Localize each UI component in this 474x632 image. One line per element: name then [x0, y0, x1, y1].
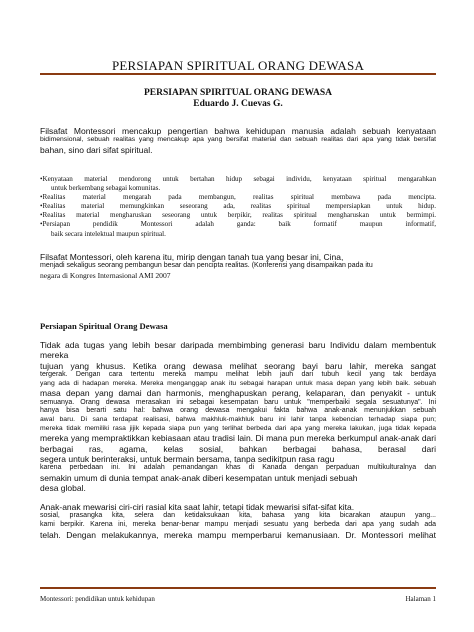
document-author: Eduardo J. Cuevas G. — [193, 99, 283, 109]
list-item — [40, 220, 436, 238]
body-line: sosial, prasangka kita, selera dan ketidaksukaan kita, bahasa yang kita bicarakan ataupun yang... — [40, 512, 436, 520]
body-line: mereka yang mempraktikkan kebiasaan atau tradisi lain. Di mana pun mereka berkumpul anak-anak dari — [40, 433, 436, 444]
body-line: tujuan yang khusus. Ketika orang dewasa melihat seorang bayi baru lahir, mereka sangat — [40, 360, 436, 371]
list-item-continuation: baik secara intelektual maupun spiritual. — [51, 229, 166, 238]
list-item-text: •Kenyataan material mendorong untuk bertahan hidup sebagai individu, kenyataan spiritual mengarahkan — [40, 175, 436, 183]
body-line: awal baru. Di sana terdapat realisasi, bahwa makhluk-makhluk baru ini lahir tanpa kebencian terhadap siapa pun; — [40, 416, 436, 423]
intro-line: bidimensional, sebuah realitas yang mencakup apa yang bersifat material dan sebuah realitas dari apa yang tidak bersifat — [40, 136, 436, 144]
para-line: Filsafat Montessori, oleh karena itu, mirip dengan tanah tua yang besar ini, Cina, — [40, 252, 344, 262]
intro-line: bahan, sino dari sifat spiritual. — [40, 145, 153, 155]
footer-rule — [40, 587, 436, 589]
para-line: negara di Kongres Internasional AMI 2007 — [40, 271, 171, 280]
body-line: telah. Dengan melakukannya, mereka mampu memperbarui kemanusiaan. Dr. Montessori melihat — [40, 529, 436, 540]
list-item — [40, 193, 436, 202]
footer-title: Montessori: pendidikan untuk kehidupan — [40, 595, 155, 603]
body-line: mereka tidak memiliki rasa jijik kepada siapa pun yang terlihat berbeda dari apa yang mereka lakukan, juga tidak kepada — [40, 424, 436, 432]
section-heading: Persiapan Spiritual Orang Dewasa — [40, 321, 168, 331]
list-item-continuation: untuk berkembang sebagai komunitas. — [51, 184, 161, 193]
body-line: karena perbedaan ini. Ini adalah pemandangan khas di Kanada dengan perpaduan multikulturalnya dan — [40, 464, 436, 472]
points-list — [40, 175, 436, 239]
intro-line: Filsafat Montessori mencakup pengertian bahwa kehidupan manusia adalah sebuah kenyataan — [40, 126, 436, 136]
body-line: Tidak ada tugas yang lebih besar daripada membimbing generasi baru Individu dalam membentuk mereka — [40, 340, 436, 361]
body-line: desa global. — [40, 483, 86, 494]
body-line: semuanya. Orang dewasa merasakan ini sebagai kesempatan baru untuk "memperbaiki segala sesuatunya". Ini — [40, 398, 436, 406]
document-title: PERSIAPAN SPIRITUAL ORANG DEWASA — [143, 88, 332, 98]
points-list-container — [40, 175, 436, 239]
section-body-1 — [40, 340, 436, 494]
list-item — [40, 202, 436, 211]
body-line: segera untuk berinteraksi, untuk bermain bersama, tanpa sedikitpun rasa ragu — [40, 454, 335, 464]
body-line: masa depan yang damai dan harmonis, menghapuskan perang, kelaparan, dan penyakit - untuk — [40, 388, 436, 399]
page-number: Halaman 1 — [405, 595, 436, 603]
header-rule — [40, 73, 436, 75]
list-item-text: •Realitas material memungkinkan seseorang ada, realitas spiritual mempersiapkan untuk hidup. — [40, 202, 436, 211]
body-line: berbagai ras, agama, kelas sosial, bahkan berbagai bahasa, berasal dari — [40, 443, 436, 454]
body-line: kami berpikir. Karena ini, mereka benar-benar mampu menjadi sesuatu yang berbeda dari apa yang sudah ada — [40, 521, 436, 528]
list-item-text: •Realitas material mengarah pada membangun, realitas spiritual membawa pada mencipta. — [40, 193, 436, 202]
section-body-2 — [40, 502, 436, 540]
body-line: semakin umum di dunia tempat anak-anak diberi kesempatan untuk menjadi sebuah — [40, 473, 358, 483]
list-item-text: •Persiapan pendidik Montessori adalah ganda: baik formatif maupun informatif, — [40, 220, 436, 229]
title-block — [40, 88, 436, 110]
second-paragraph — [40, 252, 436, 281]
para-line: menjadi sekaligus seorang pembangun besar dan pencipta realitas. (Konferensi yang disampaikan pada itu — [40, 262, 373, 270]
body-line: tergerak. Dengan cara tertentu mereka mampu melihat lebih jauh dari tubuh kecil yang tak berdaya — [40, 371, 436, 379]
running-header-title: PERSIAPAN SPIRITUAL ORANG DEWASA — [111, 58, 365, 73]
body-line: Anak-anak mewarisi ciri-ciri rasial kita saat lahir, tetapi tidak mewarisi sifat-sifat kita. — [40, 502, 355, 512]
list-item — [40, 175, 436, 193]
body-line: yang ada di hadapan mereka. Mereka menganggap anak itu sebagai harapan untuk masa depan yang lebih baik. sebuah — [40, 379, 436, 387]
body-line: hanya bisa berarti satu hal: bahwa orang dewasa mengakui fakta bahwa anak-anak menunjukkan sebuah — [40, 407, 436, 415]
list-item — [40, 211, 436, 220]
intro-paragraph — [40, 126, 436, 155]
list-item-text: •Realitas material mengharuskan seseorang untuk berpikir, realitas spiritual mengharuskan untuk bermimpi. — [40, 211, 436, 220]
